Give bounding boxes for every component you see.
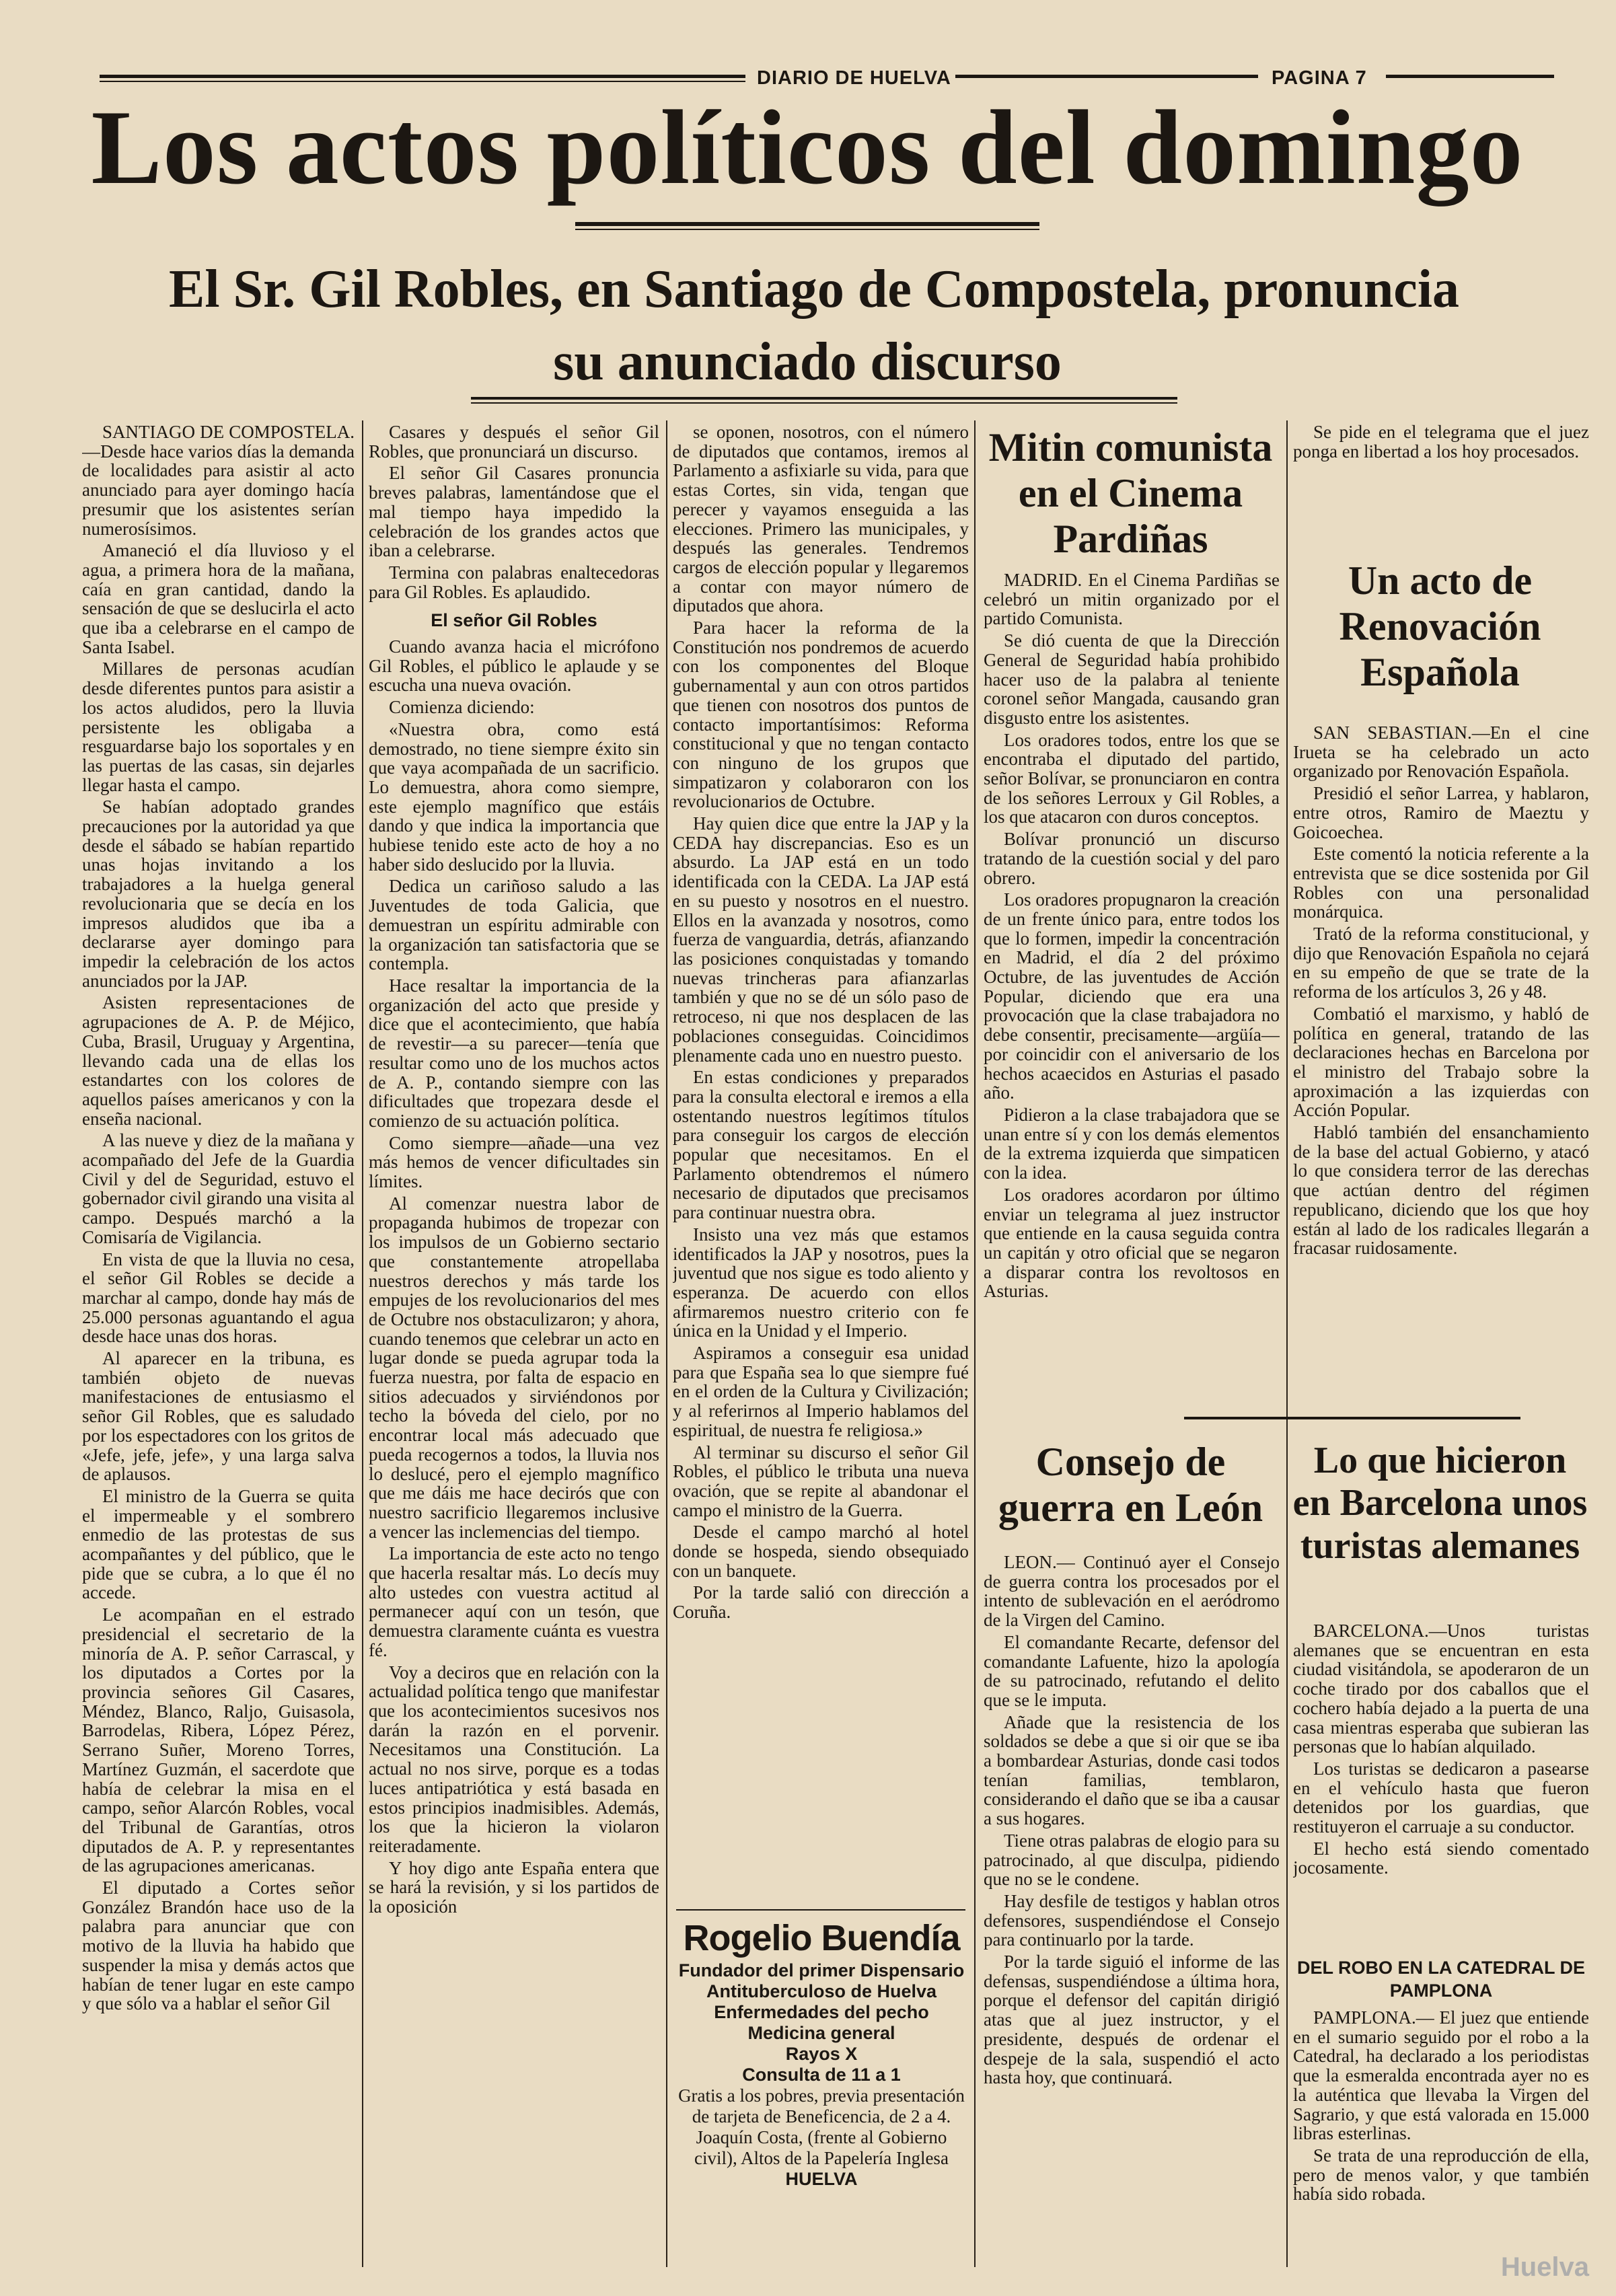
renovacion-paragraph: Trató de la reforma constitucional, y dijo que Renovación Española no cejará en su empeño de que se trate de la reforma de los artículos 3, 26 y 48.	[1293, 924, 1589, 1002]
consejo-paragraph: El comandante Recarte, defensor del comandante Lafuente, hizo la apología de su patrocinado, refutando el delito que se le imputa.	[984, 1631, 1280, 1710]
article-paragraph: Por la tarde salió con dirección a Coruña.	[673, 1582, 969, 1623]
ad-line: Enfermedades del pecho	[714, 2002, 929, 2022]
turistas-headline: Lo que hicieron en Barcelona unos turistas alemanes	[1292, 1440, 1588, 1567]
article-paragraph: «Nuestra obra, como está demostrado, no tiene siempre éxito sin que vaya acompañada de un sacrificio. Lo demuestra, ahora como siempre, este ejemplo magnífico que estáis dando y que indica la importancia que hubiese tenido este acto de hoy a no haber sido deslucido por la lluvia.	[369, 718, 659, 875]
article-paragraph: Amaneció el día lluvioso y el agua, a primera hora de la mañana, caía en gran cantidad, dando la sensación de que se deslucirla el acto que iba a celebrarse en el campo de Santa Isabel.	[82, 540, 355, 657]
consejo-paragraph: Tiene otras palabras de elogio para su patrocinado, al que disculpa, pidiendo que no se le condene.	[984, 1830, 1280, 1890]
article-paragraph: Y hoy digo ante España entera que se hará la revisión, y si los partidos de la oposición	[369, 1857, 659, 1917]
renovacion-paragraph: Presidió el señor Larrea, y hablaron, entre otros, Ramiro de Maeztu y Goicoechea.	[1293, 783, 1589, 842]
header-rule-left-thin	[100, 81, 745, 82]
mitin-paragraph: Los oradores propugnaron la creación de un frente único para, entre todos los que lo formen, impedir la concentración en Madrid, el día 2 del próximo Octubre, de las juventudes de Acción Popular, diciendo que era una provocación que la clase trabajadora no debe consentir, precisamente—argüía—por coincidir con el aniversario de los hechos acaecidos en Asturias el pasado año.	[984, 889, 1280, 1103]
article-paragraph: Cuando avanza hacia el micrófono Gil Robles, el público le aplaude y se escucha una nueva ovación.	[369, 636, 659, 696]
ad-line: Rayos X	[785, 2044, 858, 2064]
lead-column-2	[369, 422, 659, 2279]
article-paragraph: Para hacer la reforma de la Constitución nos pondremos de acuerdo con los componentes del Bloque gubernamental y aun con otros partidos que tienen con nosotros dos puntos de contacto importantísimos: Reforma constitucional y que no tengan contacto con ninguno de los grupos que simpatizaron y colaboraron con los revolucionarios de Octubre.	[673, 618, 969, 812]
column-divider-4	[1286, 420, 1288, 2267]
ad-line: HUELVA	[785, 2169, 858, 2189]
header-rule-left	[100, 75, 745, 78]
ad-rule	[676, 1909, 965, 1911]
mitin-paragraph: Bolívar pronunció un discurso tratando de la cuestión social y del paro obrero.	[984, 829, 1280, 888]
article-paragraph: Comienza diciendo:	[389, 697, 535, 718]
renovacion-paragraph: SAN SEBASTIAN.—En el cine Irueta se ha celebrado un acto organizado por Renovación Española.	[1293, 723, 1589, 782]
robo-headline: DEL ROBO EN LA CATEDRAL DE PAMPLONA	[1296, 1958, 1586, 2001]
renovacion-paragraph: Combatió el marxismo, y habló de política en general, tratando de las declaraciones hechas en Barcelona por el ministro del Trabajo sobre la aproximación a las izquierdas con Acción Popular.	[1293, 1003, 1589, 1121]
turistas-paragraph: BARCELONA.—Unos turistas alemanes que se encuentran en esta ciudad visitándola, se apoderaron de un coche tirado por dos caballos que el cochero había dejado a la puerta de una casa mientras esperaba que subieran las personas que lo habían alquilado.	[1293, 1621, 1589, 1757]
article-paragraph: Casares y después el señor Gil Robles, que pronunciará un discurso.	[369, 422, 659, 461]
ad-line: Gratis a los pobres, previa presentación de tarjeta de Beneficencia, de 2 a 4.	[678, 2085, 965, 2126]
article-paragraph: Desde el campo marchó al hotel donde se hospeda, siendo obsequiado con un banquete.	[673, 1522, 969, 1581]
renovacion-paragraph: Habló también del ensanchamiento de la base del actual Gobierno, y atacó lo que considera terror de las derechas que actúan dentro del régimen republicano, diciendo que los que hoy están al lado de los radicales llegarán a fracasar ruidosamente.	[1293, 1122, 1589, 1259]
consejo-paragraph: Hay desfile de testigos y hablan otros defensores, suspendiéndose el Consejo para continuarlo por la tarde.	[984, 1890, 1280, 1950]
mitin-headline: Mitin comunista en el Cinema Pardiñas	[988, 425, 1273, 561]
article-paragraph: Millares de personas acudían desde diferentes puntos para asistir a los actos aludidos, pero la lluvia persistente les obligaba a resguardarse bajo los soportales y en las puertas de las casas, sin dejarles llegar hasta el campo.	[82, 659, 355, 795]
title-rule	[575, 222, 1039, 226]
mitin-paragraph: Los oradores acordaron por último enviar un telegrama al juez instructor que entiende en la causa seguida contra un capitán y otro oficial que se negaron a disparar contra los revoltosos en Asturias.	[984, 1184, 1280, 1302]
lead-rule	[471, 397, 1177, 400]
article-paragraph: Aspiramos a conseguir esa unidad para que España sea lo que siempre fué en el orden de la Cultura y Civilización; y al referirnos al Imperio hablamos del espiritual, de nuestra fe religiosa.»	[673, 1343, 969, 1440]
mitin-paragraph: Pidieron a la clase trabajadora que se unan entre sí y con los demás elementos de la extrema izquierda que simpaticen con la idea.	[984, 1104, 1280, 1183]
lead-headline-2: su anunciado discurso	[553, 332, 1062, 392]
doctor-advertisement	[676, 1916, 967, 2190]
robo-paragraph: PAMPLONA.— El juez que entiende en el sumario seguido por el robo a la Catedral, ha declarado a los periodistas que la esmeralda encontrada ayer no es la auténtica que llevaba la Virgen del Sagrario, y que está valorada en 15.000 libras esterlinas.	[1293, 2008, 1589, 2144]
robo-body	[1293, 2008, 1589, 2277]
lead-subheading: El señor Gil Robles	[431, 610, 597, 631]
mitin-paragraph: MADRID. En el Cinema Pardiñas se celebró un mitin organizado por el partido Comunista.	[984, 570, 1280, 629]
article-paragraph: Como siempre—añade—una vez más hemos de vencer dificultades sin límites.	[369, 1132, 659, 1192]
lead-headline-1: El Sr. Gil Robles, en Santiago de Compostela, pronuncia	[168, 260, 1460, 319]
ad-line: Joaquín Costa, (frente al Gobierno civil), Altos de la Papelería Inglesa	[694, 2127, 949, 2168]
lead-rule-thin	[471, 402, 1177, 404]
newspaper-name: DIARIO DE HUELVA	[757, 67, 951, 89]
article-paragraph: El diputado a Cortes señor González Brandón hace uso de la palabra para anunciar que con motivo de la lluvia ha habido que suspender la misa y demás actos que habían de tener lugar en este campo y que sólo va a hablar el señor Gil	[82, 1878, 355, 2014]
article-paragraph: Dedica un cariñoso saludo a las Juventudes de toda Galicia, que demuestran un espíritu admirable con la organización tan satisfactoria que se contempla.	[369, 876, 659, 974]
consejo-headline: Consejo de guerra en León	[998, 1440, 1263, 1530]
consejo-paragraph: Por la tarde siguió el informe de las defensas, suspendiéndose a última hora, porque el defensor del capitán dirigió atas que al juez instructor, y el presidente, después de ordenar el despeje de la sala, suspendió el acto hasta hoy, que continuará.	[984, 1952, 1280, 2088]
ad-line: Consulta de 11 a 1	[742, 2065, 901, 2085]
robo-paragraph: Se trata de una reproducción de ella, pero de menos valor, y que también había sido robada.	[1293, 2145, 1589, 2205]
column-divider-1	[362, 420, 363, 2267]
lead-column-1	[82, 422, 355, 2279]
article-paragraph: Voy a deciros que en relación con la actualidad política tengo que manifestar que los acontecimientos sucesivos nos darán la razón en el porvenir. Necesitamos una Constitución. La actual no nos sirve, porque es a todas luces antipatriótica y está basada en estos principios inadmisibles. Además, los que la hicieron la violaron reiteradamente.	[369, 1662, 659, 1856]
article-paragraph: Le acompañan en el estrado presidencial el secretario de la minoría de A. P. señor Carrascal, y los diputados a Cortes por la provincia señores Gil Casares, Méndez, Blanco, Raljo, Guisasola, Barrodelas, Ribera, López Pérez, Serrano Suñer, Moreno Torres, Martínez Guzmán, el sacerdote que había de celebrar la misa en el campo, señor Alarcón Robles, vocal del Tribunal de Garantías, otros diputados de A. P. y representantes de las agrupaciones americanas.	[82, 1604, 355, 1876]
article-paragraph: Insisto una vez más que estamos identificados la JAP y nosotros, pues la juventud que nos sigue es todo aliento y esperanza. De acuerdo con ellos afirmaremos nuestro criterio con fe única en la Unidad y el Imperio.	[673, 1224, 969, 1341]
mitin-paragraph: Los oradores todos, entre los que se encontraba el diputado del partido, señor Bolívar, se pronunciaron en contra de los señores Lerroux y Gil Robles, a los que atacaron con duros conceptos.	[984, 729, 1280, 827]
mitin-continued	[1293, 422, 1589, 557]
header-rule-right	[1386, 75, 1554, 78]
turistas-paragraph: El hecho está siendo comentado jocosamente.	[1293, 1838, 1589, 1878]
ad-line: Fundador del primer Dispensario Antituberculoso de Huelva	[678, 1960, 965, 2001]
main-title: Los actos políticos del domingo	[91, 89, 1524, 207]
article-paragraph: se oponen, nosotros, con el número de diputados que contamos, iremos al Parlamento a asfixiarle su vida, para que estas Cortes, sin vida, tengan que perecer y vayamos enseguida a las elecciones. Primero las municipales, y después las generales. Tendremos cargos de elección popular y llegaremos a contar con mayor número de diputados que ahora.	[673, 422, 969, 616]
article-paragraph: En estas condiciones y preparados para la consulta electoral e iremos a ella ostentando nuestros legítimos títulos para conseguir los cargos de elección popular que necesitamos. En el Parlamento obtendremos el número necesario de diputados que precisamos para continuar nuestra obra.	[673, 1067, 969, 1223]
mitin-paragraph: Se dió cuenta de que la Dirección General de Seguridad había prohibido hacer uso de la palabra al teniente coronel señor Mangada, causando gran disgusto entre los asistentes.	[984, 630, 1280, 728]
consejo-paragraph: LEON.— Continuó ayer el Consejo de guerra contra los procesados por el intento de sublevación en el aeródromo de la Virgen del Camino.	[984, 1553, 1280, 1631]
article-paragraph: El señor Gil Casares pronuncia breves palabras, lamentándose que el mal tiempo haya impedido la celebración de los grandes actos que iban a celebrarse.	[369, 463, 659, 561]
article-paragraph: Al comenzar nuestra labor de propaganda hubimos de tropezar con los impulsos de un Gobierno sectario que constantemente atropellaba nuestros derechos y más tarde los empujes de los revolucionarios del mes de Octubre nos obstaculizaron; y ahora, cuando tenemos que celebrar un acto en lugar donde se pueda agrupar toda la fuerza nuestra, por falta de espacio en sitios adecuados y sirviéndonos por techo la bóveda del cielo, por no encontrar local más adecuado que pueda recogernos a todos, la lluvia nos lo deslucé, pero el ejemplo magnífico que me dáis me hace decirós que con nuestro sacrificio llegaremos inclusive a vencer las inclemencias del tiempo.	[369, 1193, 659, 1542]
mitin-end-rule	[1184, 1417, 1520, 1419]
article-paragraph: SANTIAGO DE COMPOSTELA.—Desde hace varios días la demanda de localidades para asistir al acto anunciado para ayer domingo hacía presumir que los asistentes serían numerosísimos.	[82, 422, 355, 539]
article-paragraph: La importancia de este acto no tengo que hacerla resaltar más. Lo decís muy alto ustedes con vuestra actitud al permanecer aquí con un tesón, que demuestra claramente cuánta es vuestra fé.	[369, 1543, 659, 1660]
header-rule-mid	[955, 75, 1258, 78]
article-paragraph: Se habían adoptado grandes precauciones por la autoridad ya que desde el sábado se habían repartido unas hojas invitando a los trabajadores a la huelga general revolucionaria que se decía en los impresos aludidos que iba a declararse ayer domingo para impedir la celebración de los actos anunciados por la JAP.	[82, 797, 355, 991]
article-paragraph: Al terminar su discurso el señor Gil Robles, el público le tributa una nueva ovación, que se repite al abandonar el campo el ministro de la Guerra.	[673, 1442, 969, 1520]
page-number: PAGINA 7	[1272, 67, 1367, 89]
ad-name: Rogelio Buendía	[683, 1918, 960, 1958]
article-paragraph: Hay quien dice que entre la JAP y la CEDA hay discrepancias. Eso es un absurdo. La JAP está en un todo identificada con la CEDA. La JAP está en su puesto y nosotros en el nuestro. Ellos en la avanzada y nosotros, como fuerza de vanguardia, detrás, afianzando las posiciones conquistadas y tomando nuevas trincheras para afianzarlas también y que no se dé un sólo paso de retroceso, ni que nos desplacen de las poblaciones conseguidas. Coincidimos plenamente cada uno en nuestro puesto.	[673, 813, 969, 1066]
library-watermark: Huelva	[1500, 2252, 1589, 2282]
article-paragraph: Al aparecer en la tribuna, es también objeto de nuevas manifestaciones de entusiasmo el señor Gil Robles, que es saludado por los espectadores con los gritos de «Jefe, jefe, jefe», y una larga salva de aplausos.	[82, 1348, 355, 1485]
column-divider-3	[974, 420, 976, 2267]
renovacion-paragraph: Este comentó la noticia referente a la entrevista que se dice sostenida por Gil Robles con una personalidad monárquica.	[1293, 844, 1589, 922]
lead-column-3	[673, 422, 969, 1902]
title-rule-thin	[575, 229, 1039, 230]
renovacion-headline: Un acto de Renovación Española	[1339, 558, 1541, 694]
mitin-paragraph: Se pide en el telegrama que el juez ponga en libertad a los hoy procesados.	[1293, 422, 1589, 461]
article-paragraph: Asisten representaciones de agrupaciones de A. P. de Méjico, Cuba, Brasil, Uruguay y Argentina, llevando cada una de ellas los estandartes con los colores de aquellos países americanos y con la enseña nacional.	[82, 992, 355, 1129]
article-paragraph: En vista de que la lluvia no cesa, el señor Gil Robles se decide a marchar al campo, donde hay más de 25.000 personas aguantando el agua desde hace unas dos horas.	[82, 1249, 355, 1347]
turistas-body	[1293, 1621, 1589, 1958]
ad-line: Medicina general	[747, 2023, 895, 2043]
turistas-paragraph: Los turistas se dedicaron a pasearse en el vehículo hasta que fueron detenidos por los guardias, que restituyeron el carruaje a su conductor.	[1293, 1758, 1589, 1837]
article-paragraph: El ministro de la Guerra se quita el impermeable y el sombrero enmedio de las protestas de sus acompañantes y del público, que le pide que se cubra, a lo que él no accede.	[82, 1485, 355, 1603]
consejo-paragraph: Añade que la resistencia de los soldados se debe a que si oir que se iba a bombardear Asturias, donde casi todos tenían familias, temblaron, considerando el daño que se iba a causar a sus hogares.	[984, 1711, 1280, 1829]
renovacion-body	[1293, 723, 1589, 1409]
article-paragraph: Hace resaltar la importancia de la organización del acto que preside y dice que el acontecimiento, que había de revestir—a su parecer—tenía que resultar como uno de los muchos actos de A. P., contando siempre con las dificultades que tropezara desde el comienzo de su actuación política.	[369, 975, 659, 1131]
column-divider-2	[666, 420, 667, 2267]
mitin-body	[984, 570, 1280, 1395]
consejo-body	[984, 1553, 1280, 2279]
article-paragraph: A las nueve y diez de la mañana y acompañado del Jefe de la Guardia Civil y del de Seguridad, estuvo el gobernador civil girando una visita al campo. Después marchó a la Comisaría de Vigilancia.	[82, 1130, 355, 1247]
article-paragraph: Termina con palabras enaltecedoras para Gil Robles. Es aplaudido.	[369, 562, 659, 602]
